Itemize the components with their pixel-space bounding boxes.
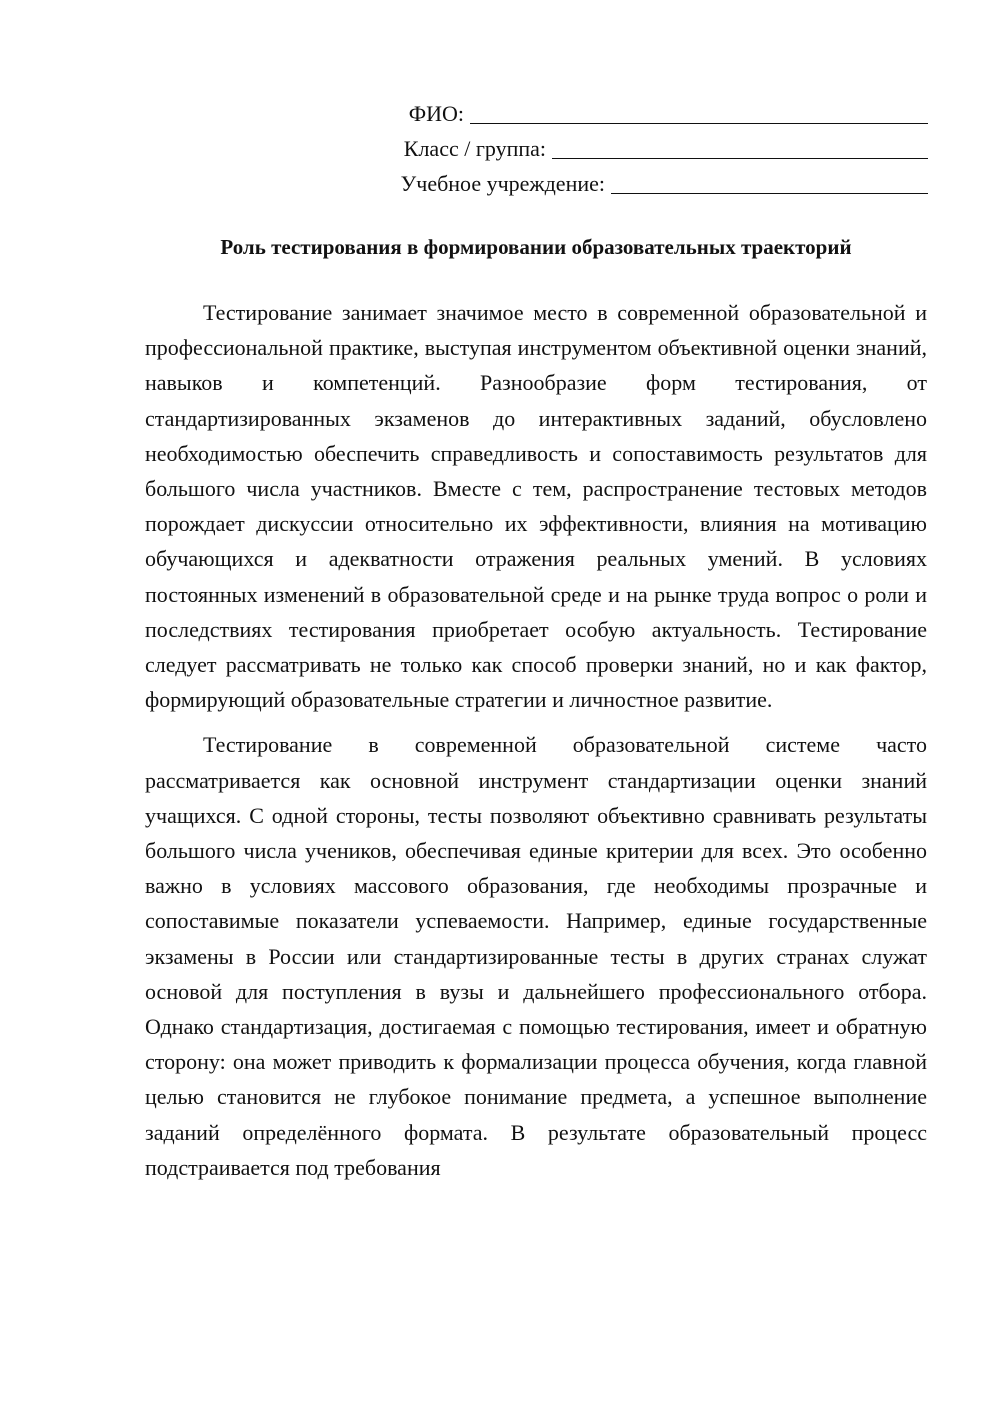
fio-blank-line	[470, 101, 928, 124]
student-info-fields	[328, 92, 928, 197]
fio-label: ФИО:	[408, 101, 464, 126]
class-group-blank-line	[552, 136, 928, 159]
school-blank-line	[611, 171, 928, 194]
class-group-label: Класс / группа:	[403, 136, 546, 161]
document-title: Роль тестирования в формировании образовательных траекторий	[220, 235, 852, 259]
document-body	[145, 295, 927, 1195]
class-group-field-row	[328, 127, 928, 162]
school-field-row	[328, 162, 928, 197]
paragraph-2: Тестирование в современной образовательной системе часто рассматривается как основной инструмент стандартизации оценки знаний учащихся. С одной стороны, тесты позволяют объективно сравнивать результаты большого числа учеников, обеспечивая единые критерии для всех. Это особенно важно в условиях массового образования, где необходимы прозрачные и сопоставимые показатели успеваемости. Например, единые государственные экзамены в России или стандартизированные тесты в других странах служат основой для поступления в вузы и дальнейшего профессионального отбора. Однако стандартизация, достигаемая с помощью тестирования, имеет и обратную сторону: она может приводить к формализации процесса обучения, когда главной целью становится не глубокое понимание предмета, а успешное выполнение заданий определённого формата. В результате образовательный процесс подстраивается под требования	[145, 732, 927, 1180]
fio-field-row	[328, 92, 928, 127]
school-label: Учебное учреждение:	[400, 171, 605, 196]
paragraph-1: Тестирование занимает значимое место в современной образовательной и профессиональной практике, выступая инструментом объективной оценки знаний, навыков и компетенций. Разнообразие форм тестирования, от стандартизированных экзаменов до интерактивных заданий, обусловлено необходимостью обеспечить справедливость и сопоставимость результатов для большого числа участников. Вместе с тем, распространение тестовых методов порождает дискуссии относительно их эффективности, влияния на мотивацию обучающихся и адекватности отражения реальных умений. В условиях постоянных изменений в образовательной среде и на рынке труда вопрос о роли и последствиях тестирования приобретает особую актуальность. Тестирование следует рассматривать не только как способ проверки знаний, но и как фактор, формирующий образовательные стратегии и личностное развитие.	[145, 300, 927, 713]
